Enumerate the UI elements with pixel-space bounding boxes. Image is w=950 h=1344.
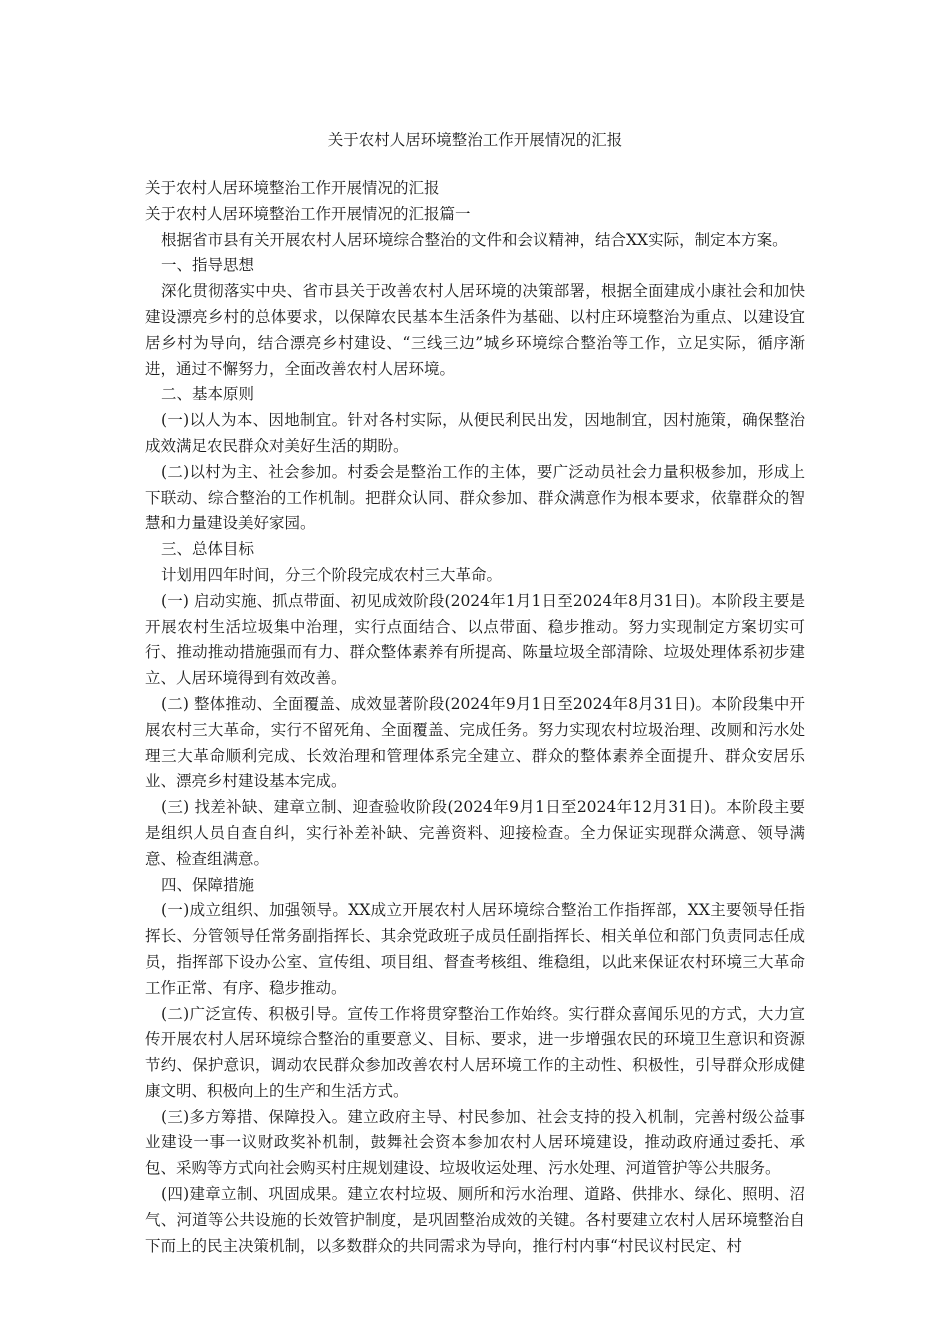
- paragraph: (二)广泛宣传、积极引导。宣传工作将贯穿整治工作始终。实行群众喜闻乐见的方式，大力宣传开展农村人居环境综合整治的重要意义、目标、要求，进一步增强农民的环境卫生意识和资源节约、保护意识，调动农民群众参加改善农村人居环境工作的主动性、积极性，引导群众形成健康文明、积极向上的生产和生活方式。: [145, 1004, 805, 1100]
- paragraph: (二) 整体推动、全面覆盖、成效显著阶段(2024年9月1日至2024年8月31日)。本阶段集中开展农村三大革命，实行不留死角、全面覆盖、完成任务。努力实现农村垃圾治理、改厕和污水处理三大革命顺利完成、长效治理和管理体系完全建立、群众的整体素养全面提升、群众安居乐业、漂亮乡村建设基本完成。: [145, 694, 805, 791]
- section-heading: 二、基本原则: [161, 385, 255, 404]
- paragraph: (四)建章立制、巩固成果。建立农村垃圾、厕所和污水治理、道路、供排水、绿化、照明、沼气、河道等公共设施的长效管护制度，是巩固整治成效的关键。各村要建立农村人居环境整治自下而上的民主决策机制，以多数群众的共同需求为导向，推行村内事“村民议村民定、村: [145, 1185, 805, 1255]
- paragraph: (一) 启动实施、抓点带面、初见成效阶段(2024年1月1日至2024年8月31日)。本阶段主要是开展农村生活垃圾集中治理，实行点面结合、以点带面、稳步推动。努力实现制定方案切实可行、推动推动措施强而有力、群众整体素养有所提高、陈量垃圾全部清除、垃圾处理体系初步建立、人居环境得到有效改善。: [145, 591, 805, 688]
- paragraph: (一)成立组织、加强领导。XX成立开展农村人居环境综合整治工作指挥部，XX主要领导任指挥长、分管领导任常务副指挥长、其余党政班子成员任副指挥长、相关单位和部门负责同志任成员，指挥部下设办公室、宣传组、项目组、督查考核组、维稳组，以此来保证农村环境三大革命工作正常、有序、稳步推动。: [145, 901, 805, 997]
- paragraph: 深化贯彻落实中央、省市县关于改善农村人居环境的决策部署，根据全面建成小康社会和加快建设漂亮乡村的总体要求，以保障农民基本生活条件为基础、以村庄环境整治为重点、以建设宜居乡村为导向，结合漂亮乡村建设、“三线三边”城乡环境综合整治等工作，立足实际，循序渐进，通过不懈努力，全面改善农村人居环境。: [145, 282, 805, 378]
- document-title: 关于农村人居环境整治工作开展情况的汇报: [327, 131, 623, 149]
- paragraph: (二)以村为主、社会参加。村委会是整治工作的主体，要广泛动员社会力量积极参加，形成上下联动、综合整治的工作机制。把群众认同、群众参加、群众满意作为根本要求，依靠群众的智慧和力量建设美好家园。: [145, 462, 805, 533]
- section-heading: 三、总体目标: [161, 540, 255, 559]
- subtitle-line: 关于农村人居环境整治工作开展情况的汇报: [145, 179, 440, 197]
- section-heading: 一、指导思想: [161, 256, 255, 275]
- paragraph: (三)多方筹措、保障投入。建立政府主导、村民参加、社会支持的投入机制，完善村级公益事业建设一事一议财政奖补机制，鼓舞社会资本参加农村人居环境建设，推动政府通过委托、承包、采购等方式向社会购买村庄规划建设、垃圾收运处理、污水处理、河道管护等公共服务。: [145, 1107, 805, 1178]
- paragraph: 计划用四年时间，分三个阶段完成农村三大革命。: [161, 565, 503, 584]
- section-heading: 四、保障措施: [161, 875, 255, 894]
- document-body: [145, 176, 805, 1259]
- paragraph: 根据省市县有关开展农村人居环境综合整治的文件和会议精神，结合XX实际，制定本方案。: [161, 230, 788, 249]
- paragraph: (三) 找差补缺、建章立制、迎查验收阶段(2024年9月1日至2024年12月31日)。本阶段主要是组织人员自查自纠，实行补差补缺、完善资料、迎接检查。全力保证实现群众满意、领导满意、检查组满意。: [145, 798, 805, 868]
- subtitle-line: 关于农村人居环境整治工作开展情况的汇报篇一: [145, 204, 471, 223]
- paragraph: (一)以人为本、因地制宜。针对各村实际，从便民利民出发，因地制宜，因村施策，确保整治成效满足农民群众对美好生活的期盼。: [145, 411, 805, 455]
